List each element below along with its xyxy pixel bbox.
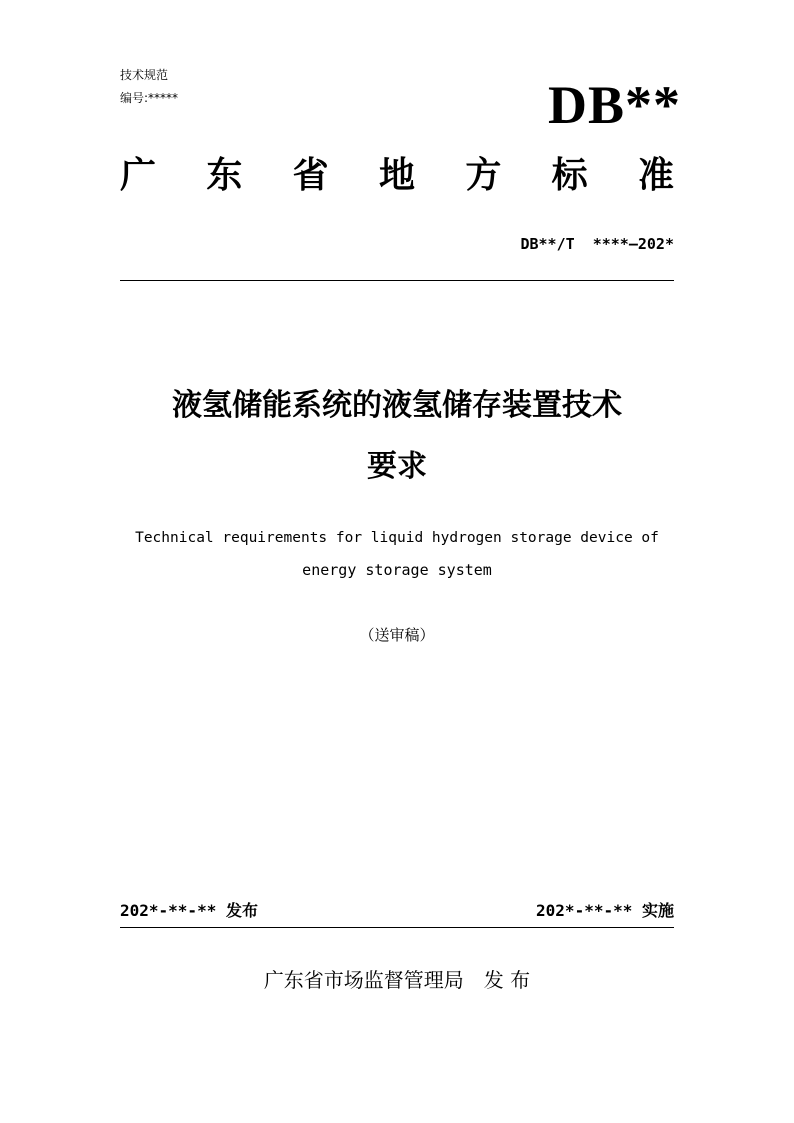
spec-label: 技术规范 xyxy=(120,68,169,82)
standard-title-char: 方 xyxy=(465,155,502,196)
doc-number: 编号:***** xyxy=(120,91,179,105)
document-title-cn-continued: 要求 xyxy=(367,449,427,484)
standard-title-char: 标 xyxy=(551,155,588,196)
document-title-en-continued: energy storage system xyxy=(302,561,492,579)
standard-title xyxy=(120,155,674,196)
standard-code: DB**/T ****—202* xyxy=(520,235,674,253)
db-logo: DB** xyxy=(547,75,681,135)
header-divider xyxy=(120,280,674,281)
issuer: 广东省市场监督管理局 发 布 xyxy=(263,968,531,992)
standard-title-char: 省 xyxy=(292,155,329,196)
publish-date: 202*-**-** 发布 xyxy=(120,901,258,920)
standard-title-char: 地 xyxy=(378,155,415,196)
standard-title-char: 广 xyxy=(120,155,157,196)
footer-divider xyxy=(120,927,674,928)
document-title-cn: 液氢储能系统的液氢储存装置技术 xyxy=(172,388,622,423)
standard-title-char: 东 xyxy=(206,155,243,196)
document-title-en: Technical requirements for liquid hydrogen storage device of xyxy=(135,530,659,546)
draft-status: （送审稿） xyxy=(359,626,435,644)
implement-date: 202*-**-** 实施 xyxy=(536,901,674,920)
standard-title-char: 准 xyxy=(637,155,674,196)
